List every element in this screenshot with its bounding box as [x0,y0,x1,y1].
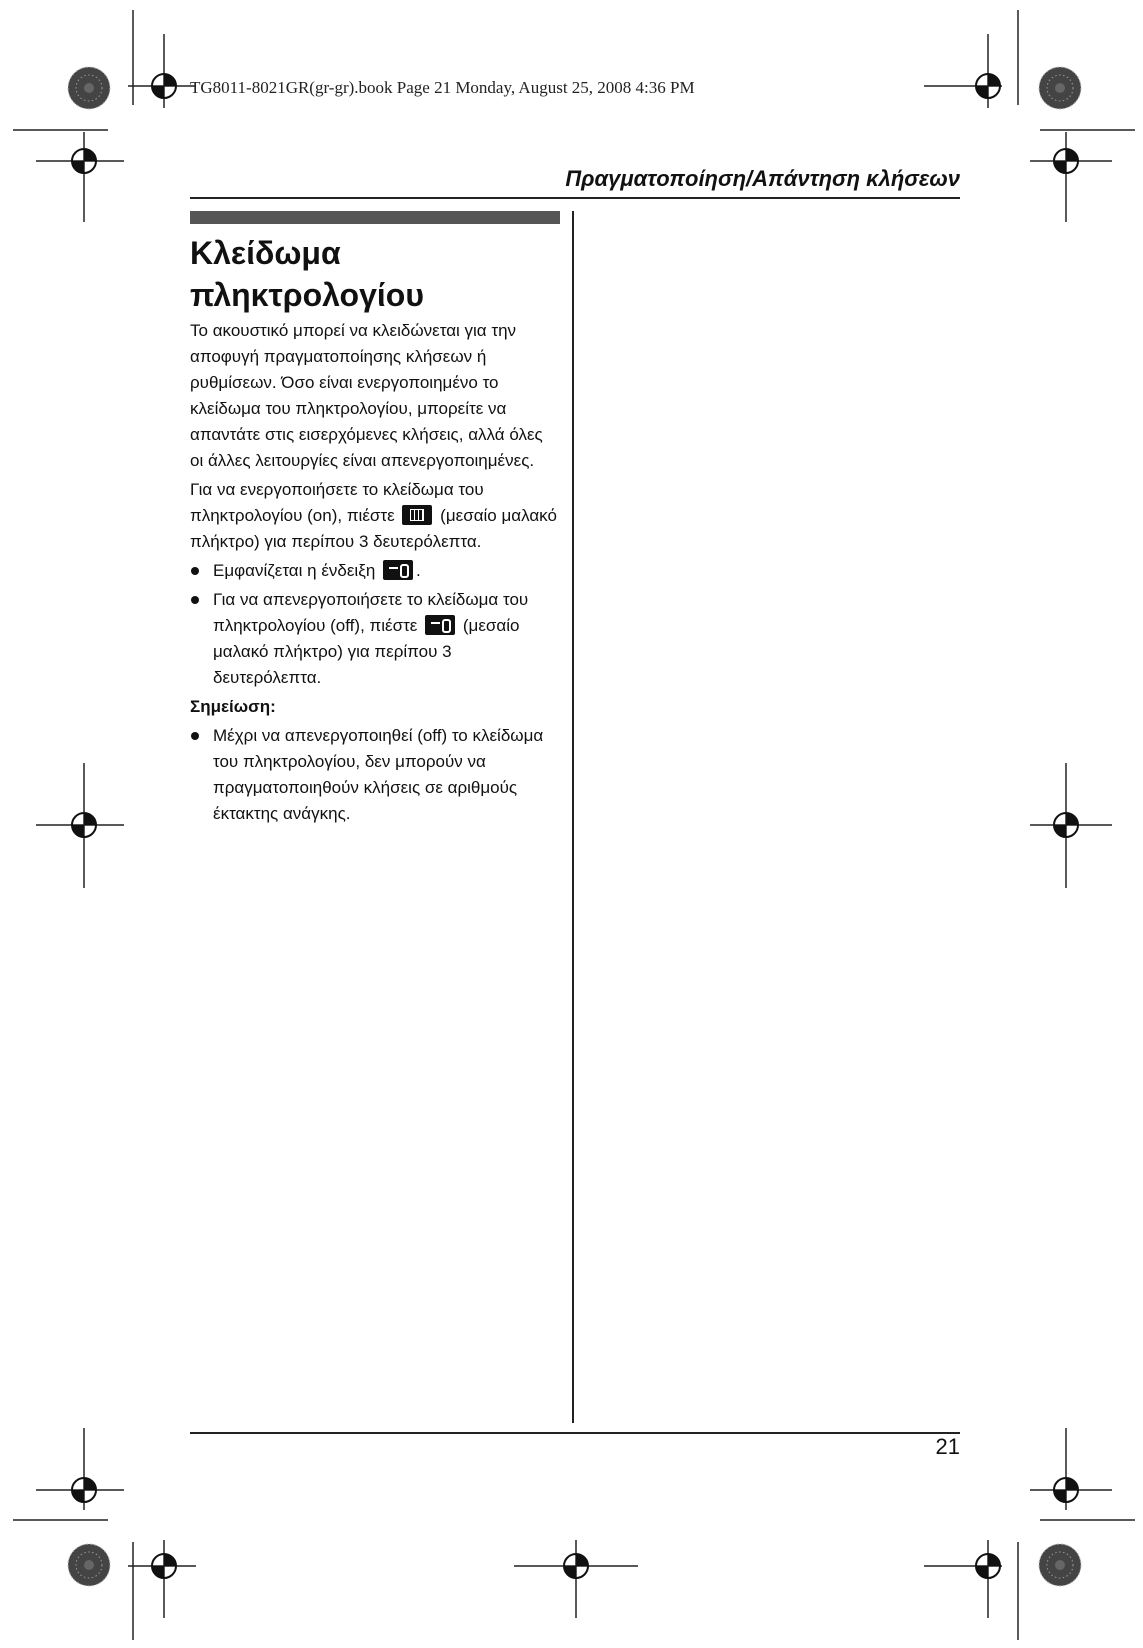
keypad-grid-icon [402,505,432,525]
header-rule [190,197,960,199]
list-item [190,723,560,827]
printer-slug: TG8011-8021GR(gr-gr).book Page 21 Monday, August 25, 2008 4:36 PM [190,78,695,97]
bullet-icon [191,732,199,740]
section-title-line2: πληκτρολογίου [190,277,424,313]
intro-paragraph: Το ακουστικό μπορεί να κλειδώνεται για την αποφυγή πραγματοποίησης κλήσεων ή ρυθμίσεων. Όσο είναι ενεργοποιημένο το κλείδωμα του πληκτρολογίου, μπορείτε να απαντάτε στις εισερχόμενες κλήσεις, αλλά όλες οι άλλες λειτουργίες είναι απενεργοποιημένες. [190,321,543,470]
running-header: Πραγματοποίηση/Απάντηση κλήσεων [565,166,960,191]
activate-text-end: (μεσαίο μαλακό πλήκτρο) για περίπου 3 δευτερόλεπτα. [190,506,557,551]
note-heading: Σημείωση: [190,697,276,716]
bullet-text-end: . [416,561,421,580]
section-title [190,232,560,316]
list-item [190,558,560,584]
list-item [190,587,560,691]
activate-text: Για να ενεργοποιήσετε το κλείδωμα του πληκτρολογίου (on), πιέστε [190,480,484,525]
key-lock-icon [425,615,455,635]
section-bar [190,211,560,224]
bullet-icon [191,596,199,604]
section-body [190,318,560,830]
footer-rule [190,1432,960,1434]
note-text: Μέχρι να απενεργοποιηθεί (off) το κλείδωμα του πληκτρολογίου, δεν μπορούν να πραγματοποιηθούν κλήσεις σε αριθμούς έκτακτης ανάγκης. [213,726,544,823]
activate-paragraph [190,477,560,555]
bullet-text: Εμφανίζεται η ένδειξη [213,561,376,580]
key-lock-icon [383,560,413,580]
bullet-text: Για να απενεργοποιήσετε το κλείδωμα του πληκτρολογίου (off), πιέστε [213,590,529,635]
column-divider [572,211,574,1423]
bullet-text-end: (μεσαίο μαλακό πλήκτρο) για περίπου 3 δευτερόλεπτα. [213,616,520,687]
section-title-line1: Κλείδωμα [190,235,341,271]
bullet-icon [191,567,199,575]
page-number: 21 [935,1434,960,1459]
